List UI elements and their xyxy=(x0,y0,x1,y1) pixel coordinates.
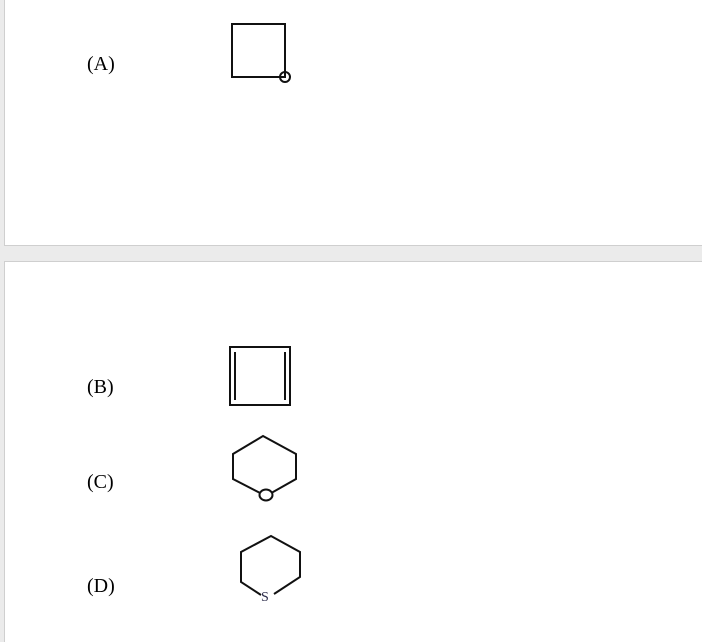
cyclobutane-oxygen-structure-icon xyxy=(227,22,297,88)
ring-oxygen-atom xyxy=(260,490,273,501)
tetrahydropyran-ring-bonds xyxy=(233,436,296,496)
question-panel-top xyxy=(4,0,702,246)
thiane-ring-bonds xyxy=(241,536,300,595)
cyclobutane-ring-bonds xyxy=(232,24,285,77)
option-d-label: (D) xyxy=(87,575,115,597)
option-a-label: (A) xyxy=(87,53,115,75)
cyclobutadiene-structure-icon xyxy=(225,345,295,409)
tetrahydropyran-structure-icon xyxy=(227,434,303,504)
option-c-label: (C) xyxy=(87,471,114,493)
thiane-structure-icon xyxy=(233,534,307,606)
question-panel-bottom xyxy=(4,261,702,642)
sulfur-atom-label: S xyxy=(261,590,269,605)
cyclobutadiene-ring-bonds xyxy=(230,347,290,405)
option-b-label: (B) xyxy=(87,376,114,398)
